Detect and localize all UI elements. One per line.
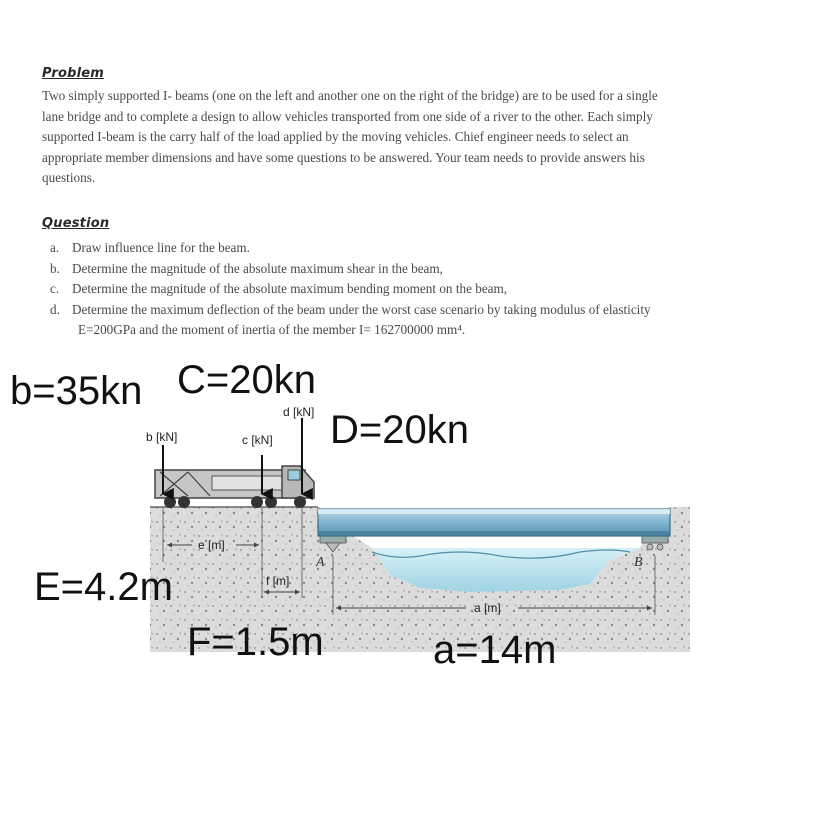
problem-line: appropriate member dimensions and have some questions to be answered. Your team needs to provide answers his	[42, 149, 645, 165]
question-letter: b.	[50, 260, 60, 276]
label-e-m: e [m]	[198, 538, 225, 552]
question-heading: Question	[42, 216, 110, 231]
problem-line: lane bridge and to complete a design to allow vehicles transported from one side of a river to the other. Each simply	[42, 108, 653, 124]
label-f-m: f [m]	[266, 574, 290, 588]
question-letter: c.	[50, 281, 60, 296]
label-a-m: a [m]	[474, 601, 501, 615]
question-text: Determine the magnitude of the absolute maximum bending moment on the beam,	[72, 281, 508, 296]
question-continuation: E=200GPa and the moment of inertia of the member I= 162700000 mm⁴.	[78, 322, 466, 337]
bridge-beam	[318, 509, 670, 536]
annotation-e: E=4.2m	[34, 565, 173, 609]
question-letter: d.	[50, 301, 60, 317]
question-letter: a.	[50, 240, 60, 255]
label-c-kn: c [kN]	[242, 433, 273, 447]
annotation-d: D=20kn	[330, 408, 469, 452]
problem-line: Two simply supported I- beams (one on the left and another one on the right of the bridge) are to be used for a single	[42, 88, 658, 103]
annotation-f: F=1.5m	[187, 620, 324, 664]
question-text: Draw influence line for the beam.	[72, 240, 250, 255]
annotation-b: b=35kn	[10, 369, 143, 413]
support-a-label: A	[316, 555, 325, 570]
question-text: Determine the magnitude of the absolute maximum shear in the beam,	[72, 260, 443, 276]
annotation-c: C=20kn	[177, 358, 316, 402]
problem-heading: Problem	[42, 66, 104, 81]
annotation-a: a=14m	[433, 628, 557, 672]
label-d-kn: d [kN]	[283, 405, 315, 419]
problem-line: questions.	[42, 170, 96, 185]
label-b-kn: b [kN]	[146, 430, 178, 444]
support-b-label: B	[634, 555, 643, 570]
truck	[155, 466, 314, 508]
question-text: Determine the maximum deflection of the beam under the worst case scenario by taking modulus of elasticity	[72, 301, 651, 317]
problem-line: supported I-beam is the carry half of the load applied by the moving vehicles. Chief engineer needs to select an	[42, 129, 629, 144]
